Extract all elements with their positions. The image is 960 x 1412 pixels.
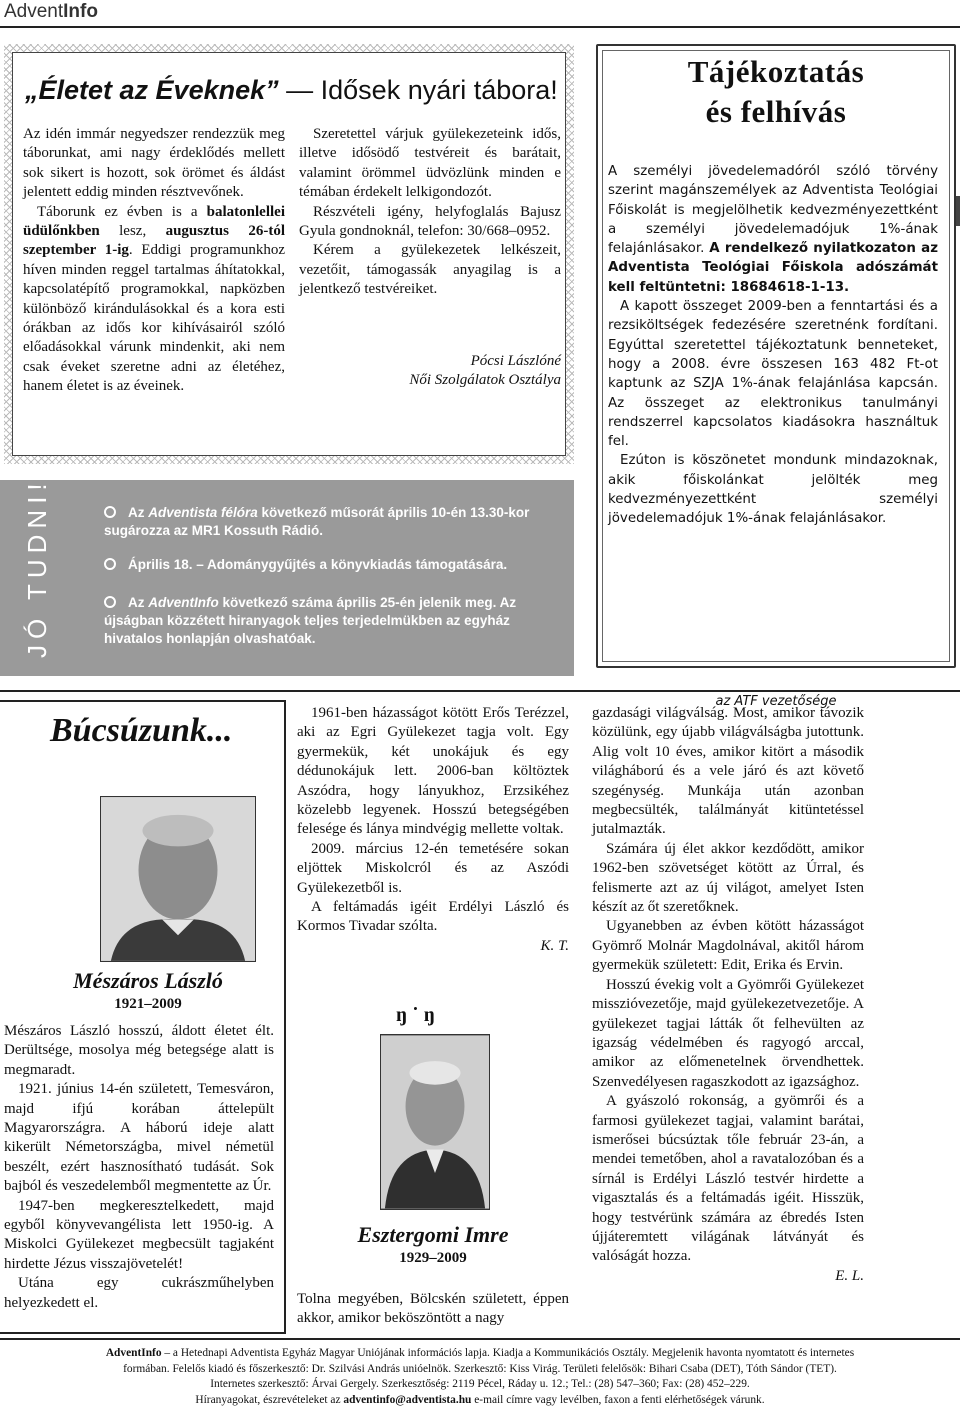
camp-paragraph-1: Az idén immár negyedszer rendezzük meg táborunkat, ami nagy érdeklődés mellett sok sikert is hozott, sok örömet és áldást jelentett eddig minden résztvevőnek. <box>23 126 285 201</box>
camp-paragraph-4: Részvételi igény, helyfoglalás Bajusz Gyula gondnoknál, telefon: 30/668–0952. <box>299 203 561 240</box>
camp-title: „Életet az Éveknek” — Idősek nyári tábora! <box>25 75 558 105</box>
info-paragraph-1: A személyi jövedelemadóról szóló törvény szerint magánszemélyek az Adventista Teológiai Főiskolát is megjelölhetik kedvezményezettként a személyi jövedelemadójuk 1%-ának felajánlásakor. A rendelkező nyilatkozaton az Adventista Teológiai Főiskola adószámát kell feltüntetni: 18684618-1-13. <box>608 164 938 295</box>
person2-name: Esztergomi Imre <box>357 1222 509 1247</box>
info-box <box>596 44 956 709</box>
page-edge-marker <box>956 196 960 226</box>
bullet-icon <box>104 506 116 518</box>
info-paragraph-3: Ezúton is köszönetet mondunk mindazoknak, akik főiskolánkat jelölték meg kedvezményezettként személyi jövedelemadójuk 1%-ának felajánlásakor. <box>608 453 938 527</box>
person1-text <box>4 1022 274 1313</box>
obituary-right-column <box>592 704 864 1286</box>
portrait-icon <box>101 797 255 961</box>
camp-announcement <box>4 44 574 464</box>
person1-paragraph: 1921. június 14-én született, Temesváron, majd ifjú korában áttelepült Magyarországra. A háború ideje alatt kikerült Németországba, mivel németül beszélt, ezért hasznosítható tudását. Sok bajból és veszedelemből megmentette az Úr. <box>4 1081 274 1195</box>
right-paragraph: Ugyanebben az évben kötött házasságot Gyömrő Molnár Magdolnával, akitől három gyermekük született: Edit, Erika és Ervin. <box>592 918 864 974</box>
bullet-icon <box>104 558 116 570</box>
section-divider <box>0 690 960 692</box>
footer-line: AdventInfo – a Hetednapi Adventista Egyház Magyar Uniójának információs lapja. Kiadja a Kommunikációs Osztály. Megjelenik havonta nyomtatott és internetes <box>105 1347 855 1359</box>
list-item: Az Adventista félóra következő műsorát április 10-én 13.30-kor sugározza az MR1 Kossuth Rádió. <box>104 505 530 538</box>
info-paragraph-2: A kapott összeget 2009-ben a fenntartási és a rezsiköltségek fedezésére szeretnénk fordítani. Egyúttal szeretettel tájékoztatunk benneteket, hogy a 2008. évre összesen 163 482 Ft-ot kaptunk az SZJA 1%-ának felajánlása kapcsán. Az összeget az elektronikus tanulmányi rendszerrel kapcsolatos kiadásokra használtuk fel. <box>608 299 938 450</box>
ornament-divider: ŋ ˙ ŋ <box>396 1004 435 1026</box>
info-title: Tájékoztatás és felhívás <box>687 54 865 129</box>
footer-line: Híranyagokat, észrevételeket az adventinfo@adventista.hu e-mail címre vagy levélben, faxon a fenti elérhetőségek várunk. <box>195 1393 765 1406</box>
masthead <box>0 0 960 28</box>
camp-paragraph-2: Táborunk ez évben is a balatonlellei üdülőnkben lesz, augusztus 26-tól szeptember 1-ig. Eddigi programunkhoz híven minden reggel tartalmas áhítatokkal, kapcsolatépítő programokkal, napközben különböző kirándulásokkal és a kora esti órákban az idős kor kihívásairól szóló előadásokkal várunk mindenkit, aki nem csak éveket szeretne adni az életéhez, hanem életet is az éveinek. <box>23 203 285 395</box>
camp-paragraph-5: Kérem a gyülekezetek lelkészeit, vezetőit, támogassák anyagilag is a jelentkező testvéreiket. <box>299 242 561 298</box>
footer-line: formában. Felelős kiadó és főszerkesztő: Dr. Szilvási András unióelnök. Szerkesztő: Kiss Virág. Területi felelősök: Bihari Csaba (DET), Tóth Sándor (TET). <box>123 1362 837 1375</box>
person1-years: 1921–2009 <box>114 996 182 1012</box>
footer-line: Internetes szerkesztő: Árvai Gergely. Szerkesztőség: 2119 Pécel, Ráday u. 12.; Tel.: (28) 547–360; Fax: (28) 452–229. <box>210 1378 750 1390</box>
camp-signature-name: Pócsi Lászlóné <box>470 352 561 369</box>
footer-imprint <box>0 1338 960 1412</box>
brand-logo: AdventInfo <box>4 1 98 22</box>
camp-right-column <box>299 125 561 390</box>
right-signature: E. L. <box>835 1267 864 1284</box>
list-item: Április 18. – Adománygyűjtés a könyvkiadás támogatására. <box>104 556 552 574</box>
good-to-know-label: JÓ TUDNI! <box>22 477 52 658</box>
portrait-esztergomi <box>380 1034 490 1210</box>
obituary-title: Búcsúzunk... <box>50 712 233 749</box>
person1-paragraph: Utána egy cukrászműhelyben helyezkedett el. <box>4 1275 274 1311</box>
info-body <box>608 162 938 529</box>
right-paragraph: A gyászoló rokonság, a gyömrői és a farmosi gyülekezet tagjai, valamint barátai, ismerősei búcsúztak tőle február 23-án, a mendei temetőben, ahol a ravatalozóban és a sírnál is Erdélyi László testvér hirdette a vigasztalás és a feltámadás igéit. Hisszük, hogy testvérünk számára az ébredés Isten újjáteremtett világának látványát és valóságát hozza. <box>592 1093 864 1265</box>
person2-intro-text: Tolna megyében, Bölcskén született, éppen akkor, amikor beköszöntött a nagy <box>297 1291 569 1327</box>
middle-paragraph: 1961-ben házasságot kötött Erős Terézzel, aki az Egri Gyülekezet tagja volt. Egy gyermekük, két unokájuk és egy dédunokájuk lett. 2006-ban költöztek Aszódra, hogy lányukhoz, Erzsikéhez közelebb legyenek. Hosszú betegségében felesége és lánya mindvégig mellette voltak. <box>297 705 569 838</box>
right-paragraph: Számára új élet akkor kezdődött, amikor 1962-ben szövetséget kötött az Úrral, és felismerte azt az új világot, amelyet Isten készít az őt szeretőknek. <box>592 840 864 916</box>
camp-paragraph-3: Szeretettel várjuk gyülekezeteink idős, illetve idősödő testvéreit és barátait, valamint örömmel üdvözlünk minden e témában érdekelt lelkigondozót. <box>299 126 561 201</box>
info-signature: az ATF vezetősége <box>715 694 837 709</box>
list-item: Az AdventInfo következő száma április 25-én jelenik meg. Az újságban közzétett hiranyagok teljes terjedelmükben az egyház hivatalos honlapján olvashatóak. <box>104 595 517 646</box>
camp-inner-frame <box>12 52 566 456</box>
camp-left-column <box>23 125 285 397</box>
person1-paragraph: 1947-ben megkeresztelkedett, majd egyből könyvevangélista lett 1950-ig. A Miskolci Gyülekezet megbecsült tagjaként hirdette Jézus visszajövetelét! <box>4 1197 274 1272</box>
right-paragraph: gazdasági világválság. Most, amikor távozik közülünk, egy újabb világválságba jutottunk. Alig volt 10 éves, amikor kitört a második világháború és a vele járó és azt követő szegénység. Munkája után azonban megbecsülték, találmányát kitüntetéssel jutalmazták. <box>592 705 864 838</box>
good-to-know-list <box>104 504 552 664</box>
person1-paragraph: Mészáros László hosszú, áldott életet élt. Derültsége, mosolya még betegsége alatt is megmaradt. <box>4 1023 274 1078</box>
person2-years: 1929–2009 <box>399 1250 467 1266</box>
obituary-middle-column <box>297 704 569 956</box>
person1-name: Mészáros László <box>73 968 223 993</box>
camp-signature-org: Női Szolgálatok Osztálya <box>409 372 561 389</box>
email-link[interactable]: adventinfo@adventista.hu <box>343 1393 472 1406</box>
middle-paragraph: 2009. március 12-én temetésére sokan eljöttek Miskolcról és az Aszódi Gyülekezetből is. <box>297 840 569 896</box>
middle-signature: K. T. <box>540 937 569 954</box>
portrait-meszaros <box>100 796 256 962</box>
bullet-icon <box>104 596 116 608</box>
right-paragraph: Hosszú évekig volt a Gyömrői Gyülekezet misszióvezetője, majd gyülekezetvezetője. A gyülekezet tagjai látták őt felhevülten az igazság védelmében és ragyogó arccal, amikor az előmenetelnek örvendhettek. Szenvedélyesen ragaszkodott az igazsághoz. <box>592 976 864 1090</box>
person2-intro <box>297 1290 569 1329</box>
middle-paragraph: A feltámadás igéit Erdélyi László és Kormos Tivadar szólta. <box>297 899 569 935</box>
portrait-icon <box>381 1035 489 1209</box>
good-to-know-box <box>0 477 574 676</box>
